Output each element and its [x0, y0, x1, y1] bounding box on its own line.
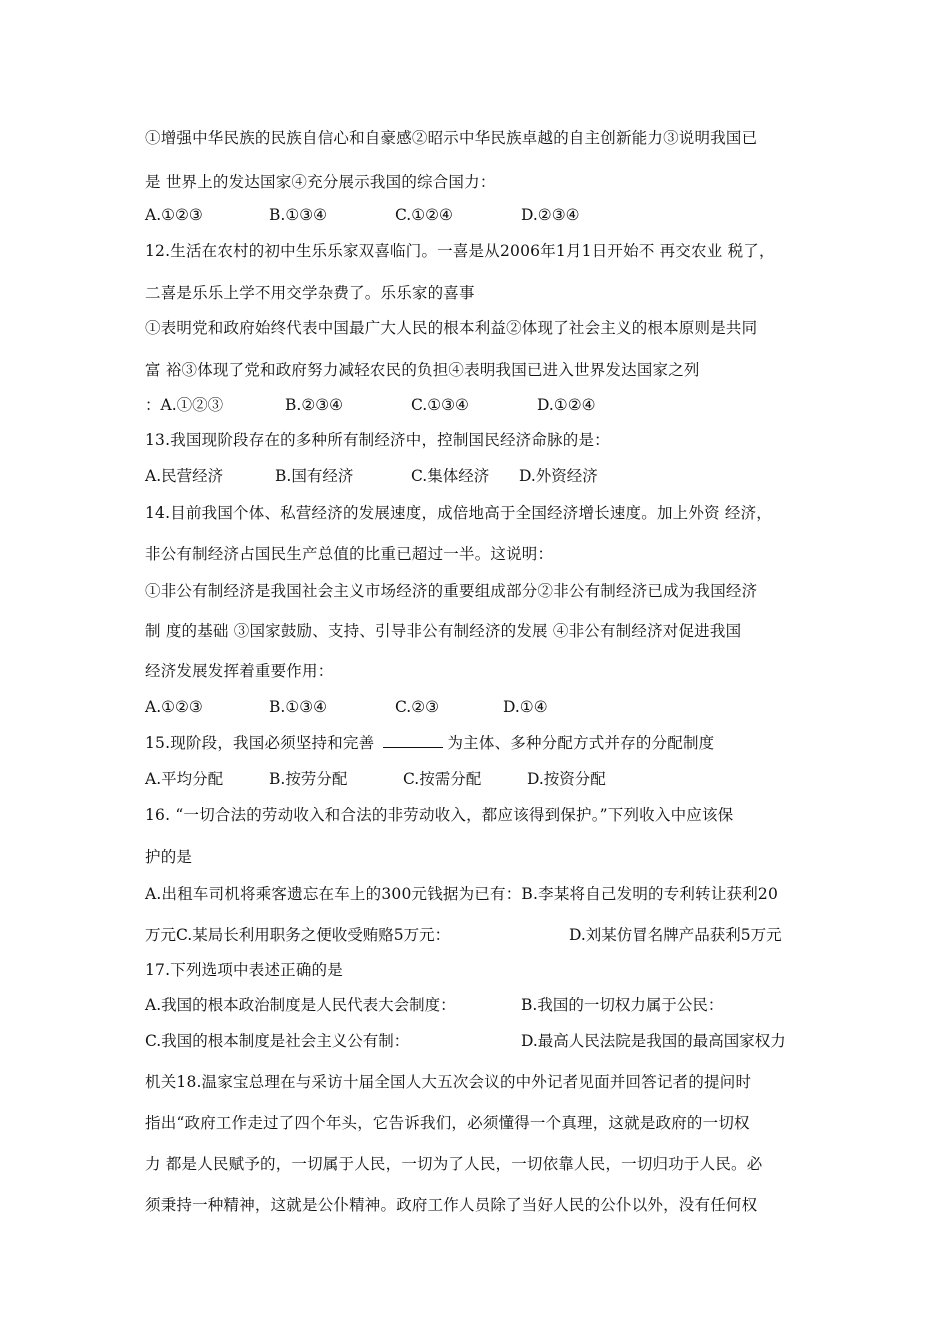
q17-option-d: D.最高人民法院是我国的最高国家权力	[521, 1032, 786, 1050]
q17-option-c: C.我国的根本制度是社会主义公有制：	[145, 1032, 410, 1050]
q18-stem-line-3: 力 都是人民赋予的，一切属于人民，一切为了人民，一切依靠人民，一切归功于人民。必	[145, 1155, 763, 1173]
q16-stem-line-1: 16. “一切合法的劳动收入和合法的非劳动收入，都应该得到保护。”下列收入中应该保	[145, 806, 734, 824]
q17-stem: 17.下列选项中表述正确的是	[145, 961, 343, 979]
q17-option-b: B.我国的一切权力属于公民：	[521, 996, 724, 1014]
q11-statements-line-2: 是 世界上的发达国家④充分展示我国的综合国力：	[145, 173, 496, 191]
q18-stem-line-2: 指出“政府工作走过了四个年头，它告诉我们，必须懂得一个真理，这就是政府的一切权	[145, 1114, 750, 1132]
q15-option-d: D.按资分配	[527, 770, 606, 788]
q12-option-b: B.②③④	[285, 396, 344, 414]
q11-option-d: D.②③④	[521, 206, 580, 224]
q11-statements-line-1: ①增强中华民族的民族自信心和自豪感②昭示中华民族卓越的自主创新能力③说明我国已	[145, 129, 758, 147]
q14-option-c: C.②③	[395, 698, 440, 716]
q12-stem-line-2: 二喜是乐乐上学不用交学杂费了。乐乐家的喜事	[145, 284, 475, 302]
q15-stem-after: 为主体、多种分配方式并存的分配制度	[447, 734, 715, 752]
q15-answer-blank	[383, 733, 443, 748]
q12-option-d: D.①②④	[537, 396, 596, 414]
q14-statements-line-1: ①非公有制经济是我国社会主义市场经济的重要组成部分②非公有制经济已成为我国经济	[145, 582, 758, 600]
q14-statements-line-3: 经济发展发挥着重要作用：	[145, 662, 334, 680]
q13-option-b: B.国有经济	[275, 467, 354, 485]
q12-option-a: ：A.①②③	[145, 396, 224, 414]
q12-statements-line-2: 富 裕③体现了党和政府努力减轻农民的负担④表明我国已进入世界发达国家之列	[145, 361, 700, 379]
q14-stem-line-1: 14.目前我国个体、私营经济的发展速度，成倍地高于全国经济增长速度。加上外资 经济，	[145, 504, 772, 522]
q15-option-b: B.按劳分配	[269, 770, 348, 788]
q16-option-c: 万元C.某局长利用职务之便收受贿赂5万元：	[145, 926, 451, 944]
q11-option-b: B.①③④	[269, 206, 328, 224]
q13-option-a: A.民营经济	[145, 467, 224, 485]
q13-stem: 13.我国现阶段存在的多种所有制经济中，控制国民经济命脉的是：	[145, 431, 610, 449]
q14-option-d: D.①④	[503, 698, 548, 716]
q11-option-a: A.①②③	[145, 206, 203, 224]
q18-stem-line-4: 须秉持一种精神，这就是公仆精神。政府工作人员除了当好人民的公仆以外，没有任何权	[145, 1196, 758, 1214]
q14-option-a: A.①②③	[145, 698, 203, 716]
q13-option-d: D.外资经济	[519, 467, 598, 485]
q12-statements-line-1: ①表明党和政府始终代表中国最广大人民的根本利益②体现了社会主义的根本原则是共同	[145, 319, 758, 337]
q13-option-c: C.集体经济	[411, 467, 490, 485]
q15-stem	[145, 733, 714, 753]
q14-stem-line-2: 非公有制经济占国民生产总值的比重已超过一半。这说明：	[145, 545, 554, 563]
q15-option-a: A.平均分配	[145, 770, 224, 788]
q16-stem-line-2: 护的是	[145, 848, 193, 866]
q18-stem-line-1: 机关18.温家宝总理在与采访十届全国人大五次会议的中外记者见面并回答记者的提问时	[145, 1073, 752, 1091]
q14-option-b: B.①③④	[269, 698, 328, 716]
q15-stem-before: 15.现阶段，我国必须坚持和完善	[145, 734, 380, 752]
q16-options-line-1: A.出租车司机将乘客遗忘在车上的300元钱据为已有：B.李某将自己发明的专利转让获利20	[145, 885, 779, 903]
q12-option-c: C.①③④	[411, 396, 469, 414]
q17-option-a: A.我国的根本政治制度是人民代表大会制度：	[145, 996, 456, 1014]
q14-statements-line-2: 制 度的基础 ③国家鼓励、支持、引导非公有制经济的发展 ④非公有制经济对促进我国	[145, 622, 742, 640]
q15-option-c: C.按需分配	[403, 770, 482, 788]
q16-option-d: D.刘某仿冒名牌产品获利5万元	[569, 926, 782, 944]
q11-option-c: C.①②④	[395, 206, 453, 224]
q12-stem-line-1: 12.生活在农村的初中生乐乐家双喜临门。一喜是从2006年1月1日开始不 再交农业 税了，	[145, 242, 775, 260]
